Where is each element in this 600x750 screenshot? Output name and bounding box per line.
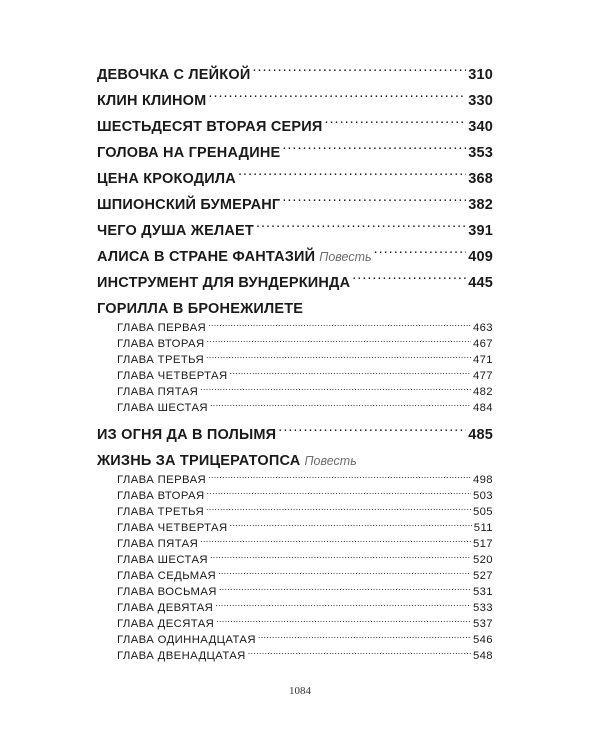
chapter-title: ГЛАВА ПЕРВАЯ <box>117 322 207 335</box>
entry-title: АЛИСА В СТРАНЕ ФАНТАЗИЙ <box>97 249 316 265</box>
dot-leader <box>252 65 466 80</box>
toc-entry <box>97 64 493 87</box>
chapter-page: 527 <box>472 570 493 583</box>
toc-entry <box>97 90 493 113</box>
chapter-title: ГЛАВА ПЯТАЯ <box>117 386 199 399</box>
chapter-page: 498 <box>472 474 493 487</box>
toc-entry <box>97 424 493 447</box>
toc-entry <box>97 116 493 139</box>
chapter-title: ГЛАВА ДЕВЯТАЯ <box>117 602 214 615</box>
chapter-entry <box>97 552 493 568</box>
chapter-entry <box>97 320 493 336</box>
page-number: 1084 <box>289 685 311 697</box>
chapter-page: 471 <box>472 354 493 367</box>
table-of-contents <box>97 64 493 664</box>
chapter-title: ГЛАВА ШЕСТАЯ <box>117 554 208 567</box>
chapter-entry <box>97 600 493 616</box>
toc-entry <box>97 194 493 217</box>
dot-leader <box>207 488 471 499</box>
toc-entry <box>97 246 493 269</box>
dot-leader <box>206 352 471 363</box>
entry-page: 391 <box>468 223 493 239</box>
entry-title: ЦЕНА КРОКОДИЛА <box>97 171 236 187</box>
dot-leader <box>207 336 471 347</box>
chapter-title: ГЛАВА ПЯТАЯ <box>117 538 199 551</box>
chapter-page: 548 <box>472 650 493 663</box>
chapter-entry <box>97 648 493 664</box>
entry-page: 330 <box>468 93 493 109</box>
dot-leader <box>215 600 471 611</box>
entry-title: КЛИН КЛИНОМ <box>97 93 207 109</box>
chapter-entry <box>97 368 493 384</box>
entry-title: ИЗ ОГНЯ ДА В ПОЛЫМЯ <box>97 427 277 443</box>
dot-leader <box>230 368 471 379</box>
chapter-page: 467 <box>472 338 493 351</box>
chapter-entry <box>97 400 493 416</box>
chapter-entry <box>97 336 493 352</box>
chapter-page: 537 <box>472 618 493 631</box>
chapter-page: 520 <box>472 554 493 567</box>
chapter-page: 484 <box>472 402 493 415</box>
entry-title: ДЕВОЧКА С ЛЕЙКОЙ <box>97 67 251 83</box>
chapter-entry <box>97 488 493 504</box>
dot-leader <box>352 273 466 288</box>
dot-leader <box>218 568 471 579</box>
entry-page: 310 <box>468 67 493 83</box>
dot-leader <box>216 616 471 627</box>
entry-title: ШЕСТЬДЕСЯТ ВТОРАЯ СЕРИЯ <box>97 119 323 135</box>
chapter-entry <box>97 384 493 400</box>
dot-leader <box>248 648 471 659</box>
toc-entry <box>97 168 493 191</box>
chapter-entry <box>97 472 493 488</box>
chapter-entry <box>97 536 493 552</box>
chapter-page: 546 <box>472 634 493 647</box>
dot-leader <box>282 143 466 158</box>
chapter-page: 531 <box>472 586 493 599</box>
dot-leader <box>200 536 471 547</box>
section-heading-gorilla: ГОРИЛЛА В БРОНЕЖИЛЕТЕ <box>97 301 304 317</box>
dot-leader <box>278 425 466 440</box>
toc-entry <box>97 272 493 295</box>
chapter-title: ГЛАВА СЕДЬМАЯ <box>117 570 217 583</box>
section-title: ЖИЗНЬ ЗА ТРИЦЕРАТОПСА <box>97 453 301 469</box>
dot-leader <box>238 169 466 184</box>
entry-genre-tag: Повесть <box>319 250 372 264</box>
chapter-page: 517 <box>472 538 493 551</box>
dot-leader <box>374 247 467 262</box>
chapter-page: 511 <box>473 522 493 535</box>
section-heading-triceratops <box>97 450 493 472</box>
entry-title: ИНСТРУМЕНТ ДЛЯ ВУНДЕРКИНДА <box>97 275 351 291</box>
entry-page: 340 <box>468 119 493 135</box>
toc-entry <box>97 220 493 243</box>
chapter-title: ГЛАВА ШЕСТАЯ <box>117 402 208 415</box>
entry-title: ЧЕГО ДУША ЖЕЛАЕТ <box>97 223 254 239</box>
entry-page: 353 <box>468 145 493 161</box>
chapter-entry <box>97 504 493 520</box>
chapter-entry <box>97 520 493 536</box>
chapter-title: ГЛАВА ОДИННАДЦАТАЯ <box>117 634 256 647</box>
entry-title: ГОЛОВА НА ГРЕНАДИНЕ <box>97 145 281 161</box>
chapter-entry <box>97 568 493 584</box>
chapter-title: ГЛАВА ВОСЬМАЯ <box>117 586 217 599</box>
chapter-entry <box>97 352 493 368</box>
chapter-title: ГЛАВА ПЕРВАЯ <box>117 474 207 487</box>
dot-leader <box>325 117 467 132</box>
dot-leader <box>208 472 471 483</box>
dot-leader <box>219 584 471 595</box>
dot-leader <box>210 552 471 563</box>
dot-leader <box>208 320 471 331</box>
chapter-title: ГЛАВА ВТОРАЯ <box>117 490 205 503</box>
chapter-page: 503 <box>472 490 493 503</box>
dot-leader <box>200 384 471 395</box>
dot-leader <box>210 400 471 411</box>
toc-entry <box>97 142 493 165</box>
chapter-page: 533 <box>472 602 493 615</box>
chapter-title: ГЛАВА ТРЕТЬЯ <box>117 506 204 519</box>
entry-title: ШПИОНСКИЙ БУМЕРАНГ <box>97 197 281 213</box>
entry-page: 409 <box>468 249 493 265</box>
chapter-title: ГЛАВА ЧЕТВЕРТАЯ <box>117 370 228 383</box>
chapter-title: ГЛАВА ВТОРАЯ <box>117 338 205 351</box>
chapter-page: 463 <box>472 322 493 335</box>
dot-leader <box>258 632 471 643</box>
entry-page: 485 <box>468 427 493 443</box>
chapter-page: 477 <box>472 370 493 383</box>
chapter-entry <box>97 616 493 632</box>
entry-page: 382 <box>468 197 493 213</box>
dot-leader <box>208 91 466 106</box>
dot-leader <box>282 195 466 210</box>
chapter-entry <box>97 632 493 648</box>
dot-leader <box>206 504 471 515</box>
chapter-title: ГЛАВА ДВЕНАДЦАТАЯ <box>117 650 246 663</box>
chapter-page: 505 <box>472 506 493 519</box>
dot-leader <box>230 520 472 531</box>
section-genre-tag: Повесть <box>304 454 357 468</box>
dot-leader <box>256 221 466 236</box>
chapter-title: ГЛАВА ТРЕТЬЯ <box>117 354 204 367</box>
entry-page: 368 <box>468 171 493 187</box>
chapter-title: ГЛАВА ЧЕТВЕРТАЯ <box>117 522 228 535</box>
chapter-entry <box>97 584 493 600</box>
entry-page: 445 <box>468 275 493 291</box>
chapter-page: 482 <box>472 386 493 399</box>
chapter-title: ГЛАВА ДЕСЯТАЯ <box>117 618 215 631</box>
